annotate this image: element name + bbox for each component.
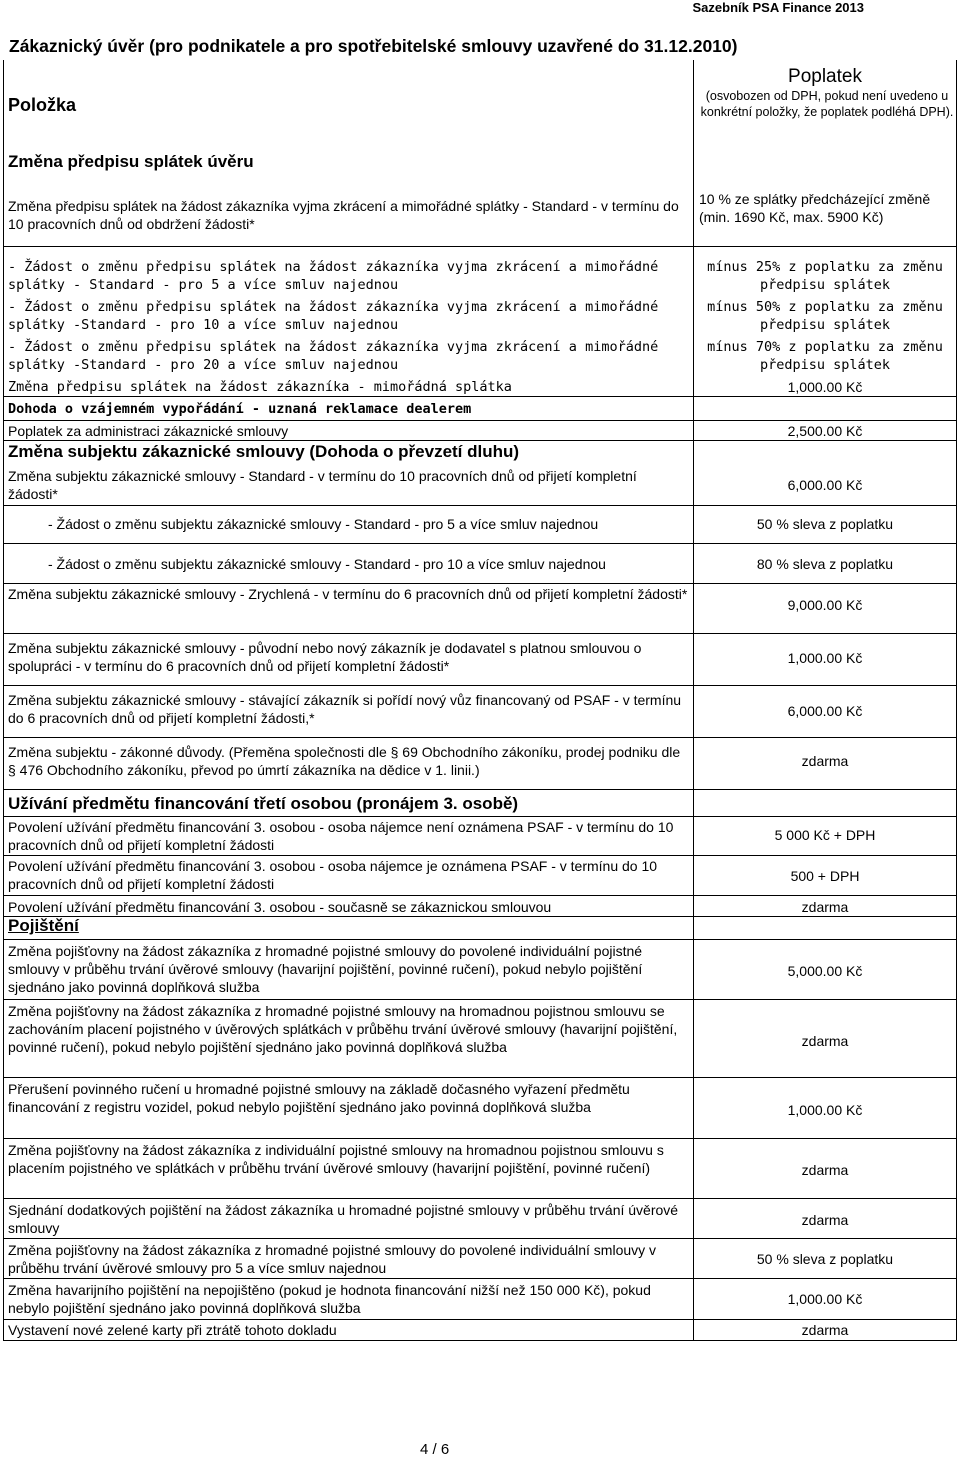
row-divider bbox=[3, 396, 957, 397]
table-row-label: Změna subjektu zákaznické smlouvy - stávající zákazník si pořídí nový vůz financovaný od PSAF - v termínu do 6 pracovních dnů od přijetí kompletní žádosti,* bbox=[8, 692, 682, 726]
table-row-label: Poplatek za administraci zákaznické smlouvy bbox=[8, 423, 289, 439]
row-divider bbox=[3, 1198, 957, 1199]
row-divider bbox=[3, 505, 957, 506]
row-divider bbox=[3, 895, 957, 896]
table-row-label: - Žádost o změnu předpisu splátek na žádost zákazníka vyjma zkrácení a mimořádné splátky -Standard - pro 20 a více smluv najednou bbox=[8, 339, 659, 373]
row-divider bbox=[3, 789, 957, 790]
table-row-fee: 6,000.00 Kč bbox=[787, 703, 863, 719]
table-row-label: - Žádost o změnu předpisu splátek na žádost zákazníka vyjma zkrácení a mimořádné splátky - Standard - pro 5 a více smluv najednou bbox=[8, 259, 659, 293]
table-row-label: Sjednání dodatkových pojištění na žádost zákazníka u hromadné pojistné smlouvy v průběhu trvání úvěrové smlouvy bbox=[8, 1202, 679, 1236]
table-row-label: - Žádost o změnu subjektu zákaznické smlouvy - Standard - pro 5 a více smluv najednou bbox=[48, 516, 599, 532]
table-row-fee: 500 + DPH bbox=[790, 868, 860, 884]
table-row-fee: zdarma bbox=[801, 753, 849, 769]
row-divider bbox=[3, 440, 957, 441]
section-title-insurance: Pojištění bbox=[8, 916, 79, 935]
table-row-fee: mínus 70% z poplatku za změnu předpisu splátek bbox=[707, 339, 943, 373]
table-row-label: Změna předpisu splátek na žádost zákazníka vyjma zkrácení a mimořádné splátky - Standard - v termínu do 10 pracovních dnů od obdržení žádosti* bbox=[8, 198, 679, 232]
section-title-dealer-claim: Dohoda o vzájemném vypořádání - uznaná reklamace dealerem bbox=[8, 401, 472, 417]
table-row-label: Změna subjektu zákaznické smlouvy - Standard - v termínu do 10 pracovních dnů od přijetí kompletní žádosti* bbox=[8, 468, 637, 502]
column-header-fee: Poplatek bbox=[788, 66, 862, 87]
row-divider bbox=[3, 1238, 957, 1239]
column-header-item: Položka bbox=[8, 95, 77, 115]
page-title: Zákaznický úvěr (pro podnikatele a pro spotřebitelské smlouvy uzavřené do 31.12.2010) bbox=[9, 36, 738, 56]
table-row-fee: 80 % sleva z poplatku bbox=[756, 556, 894, 572]
table-row-label: Změna subjektu zákaznické smlouvy - původní nebo nový zákazník je dodavatel s platnou smlouvou o spolupráci - v termínu do 6 pracovních dnů od přijetí kompletní žádosti* bbox=[8, 640, 642, 674]
row-divider bbox=[3, 633, 957, 634]
table-row-fee: zdarma bbox=[801, 1212, 849, 1228]
row-divider bbox=[3, 543, 957, 544]
table-row-fee: 5,000.00 Kč bbox=[787, 963, 863, 979]
section-title-subject-change: Změna subjektu zákaznické smlouvy (Dohoda o převzetí dluhu) bbox=[8, 442, 520, 461]
table-row-fee: 1,000.00 Kč bbox=[787, 650, 863, 666]
row-divider bbox=[3, 1077, 957, 1078]
column-header-fee-note: (osvobozen od DPH, pokud není uvedeno u konkrétní položky, že poplatek podléhá DPH). bbox=[700, 89, 954, 119]
row-divider bbox=[3, 737, 957, 738]
row-divider bbox=[3, 855, 957, 856]
table-row-label: Povolení užívání předmětu financování 3. osobou - současně se zákaznickou smlouvou bbox=[8, 899, 552, 915]
section-title-third-party-use: Užívání předmětu financování třetí osobou (pronájem 3. osobě) bbox=[8, 794, 519, 813]
row-divider bbox=[3, 246, 957, 247]
table-row-fee: 50 % sleva z poplatku bbox=[756, 1251, 894, 1267]
table-row-fee: zdarma bbox=[801, 1322, 849, 1338]
table-row-fee: 50 % sleva z poplatku bbox=[756, 516, 894, 532]
table-row-fee: zdarma bbox=[801, 1033, 849, 1049]
row-divider bbox=[3, 1138, 957, 1139]
page-number: 4 / 6 bbox=[420, 1441, 450, 1458]
table-row-fee: 1,000.00 Kč bbox=[787, 379, 863, 395]
table-row-label: Změna pojišťovny na žádost zákazníka z hromadné pojistné smlouvy do povolené individuální smlouvy v průběhu trvání úvěrové smlouvy pro 5 a více smluv najednou bbox=[8, 1242, 657, 1276]
table-row-fee: 10 % ze splátky předcházející změně (min. 1690 Kč, max. 5900 Kč) bbox=[699, 191, 931, 225]
table-row-fee: 2,500.00 Kč bbox=[787, 423, 863, 439]
table-row-label: Změna pojišťovny na žádost zákazníka z hromadné pojistné smlouvy do povolené individuální pojistné smlouvy v průběhu trvání úvěrové smlouvy (havarijní pojištění, povinné ručení), pokud nebylo pojištění sjednáno jako povinná doplňková služba bbox=[8, 943, 643, 995]
table-row-fee: 9,000.00 Kč bbox=[787, 597, 863, 613]
table-row-label: Povolení užívání předmětu financování 3. osobou - osoba nájemce není oznámena PSAF - v termínu do 10 pracovních dnů od přijetí kompletní žádosti bbox=[8, 819, 674, 853]
row-divider bbox=[3, 1319, 957, 1320]
table-row-label: Přerušení povinného ručení u hromadné pojistné smlouvy na základě dočasného vyřazení předmětu financování z registru vozidel, pokud nebylo pojištění sjednáno jako povinná doplňková služba bbox=[8, 1081, 630, 1115]
section-title-payment-change: Změna předpisu splátek úvěru bbox=[8, 152, 254, 171]
document-header-title: Sazebník PSA Finance 2013 bbox=[692, 0, 864, 15]
table-row-label: Změna předpisu splátek na žádost zákazníka - mimořádná splátka bbox=[8, 379, 512, 395]
table-row-fee: zdarma bbox=[801, 1162, 849, 1178]
row-divider bbox=[3, 685, 957, 686]
table-row-label: Změna subjektu - zákonné důvody. (Přeměna společnosti dle § 69 Obchodního zákoníku, prodej podniku dle § 476 Obchodního zákoníku, převod po úmrtí zákazníka na dědice v 1. linii.) bbox=[8, 744, 681, 778]
row-divider bbox=[3, 816, 957, 817]
column-divider bbox=[693, 60, 694, 1341]
row-divider bbox=[3, 583, 957, 584]
table-row-fee: mínus 25% z poplatku za změnu předpisu splátek bbox=[707, 259, 943, 293]
row-divider bbox=[3, 420, 957, 421]
table-row-label: Změna pojišťovny na žádost zákazníka z hromadné pojistné smlouvy na hromadnou pojistnou smlouvu se zachováním placení pojistného v úvěrových splátkách v průběhu trvání úvěrové smlouvy (havarijní pojištění, povinné ručení), pokud nebylo pojištění sjednáno jako povinná doplňková služba bbox=[8, 1003, 678, 1055]
table-row-label: Změna pojišťovny na žádost zákazníka z individuální pojistné smlouvy na hromadnou pojistnou smlouvu s placením pojistného ve splátkách v průběhu trvání úvěrové smlouvy (havarijní pojištění, povinné ručení) bbox=[8, 1142, 664, 1176]
row-divider bbox=[3, 1278, 957, 1279]
table-row-label: Vystavení nové zelené karty při ztrátě tohoto dokladu bbox=[8, 1322, 337, 1338]
table-row-fee: 5 000 Kč + DPH bbox=[774, 827, 876, 843]
row-divider bbox=[3, 999, 957, 1000]
table-row-fee: 1,000.00 Kč bbox=[787, 1102, 863, 1118]
table-row-label: Změna havarijního pojištění na nepojištěno (pokud je hodnota financování nižší než 150 000 Kč), pokud nebylo pojištění sjednáno jako povinná doplňková služba bbox=[8, 1282, 651, 1316]
table-row-label: - Žádost o změnu subjektu zákaznické smlouvy - Standard - pro 10 a více smluv najednou bbox=[48, 556, 606, 572]
table-row-fee: zdarma bbox=[801, 899, 849, 915]
table-row-fee: 6,000.00 Kč bbox=[787, 477, 863, 493]
table-row-label: - Žádost o změnu předpisu splátek na žádost zákazníka vyjma zkrácení a mimořádné splátky -Standard - pro 10 a více smluv najednou bbox=[8, 299, 659, 333]
table-row-label: Povolení užívání předmětu financování 3. osobou - osoba nájemce je oznámena PSAF - v termínu do 10 pracovních dnů od přijetí kompletní žádosti bbox=[8, 858, 658, 892]
table-row-fee: 1,000.00 Kč bbox=[787, 1291, 863, 1307]
table-row-label: Změna subjektu zákaznické smlouvy - Zrychlená - v termínu do 6 pracovních dnů od přijetí kompletní žádosti* bbox=[8, 586, 688, 602]
table-row-fee: mínus 50% z poplatku za změnu předpisu splátek bbox=[707, 299, 943, 333]
row-divider bbox=[3, 939, 957, 940]
